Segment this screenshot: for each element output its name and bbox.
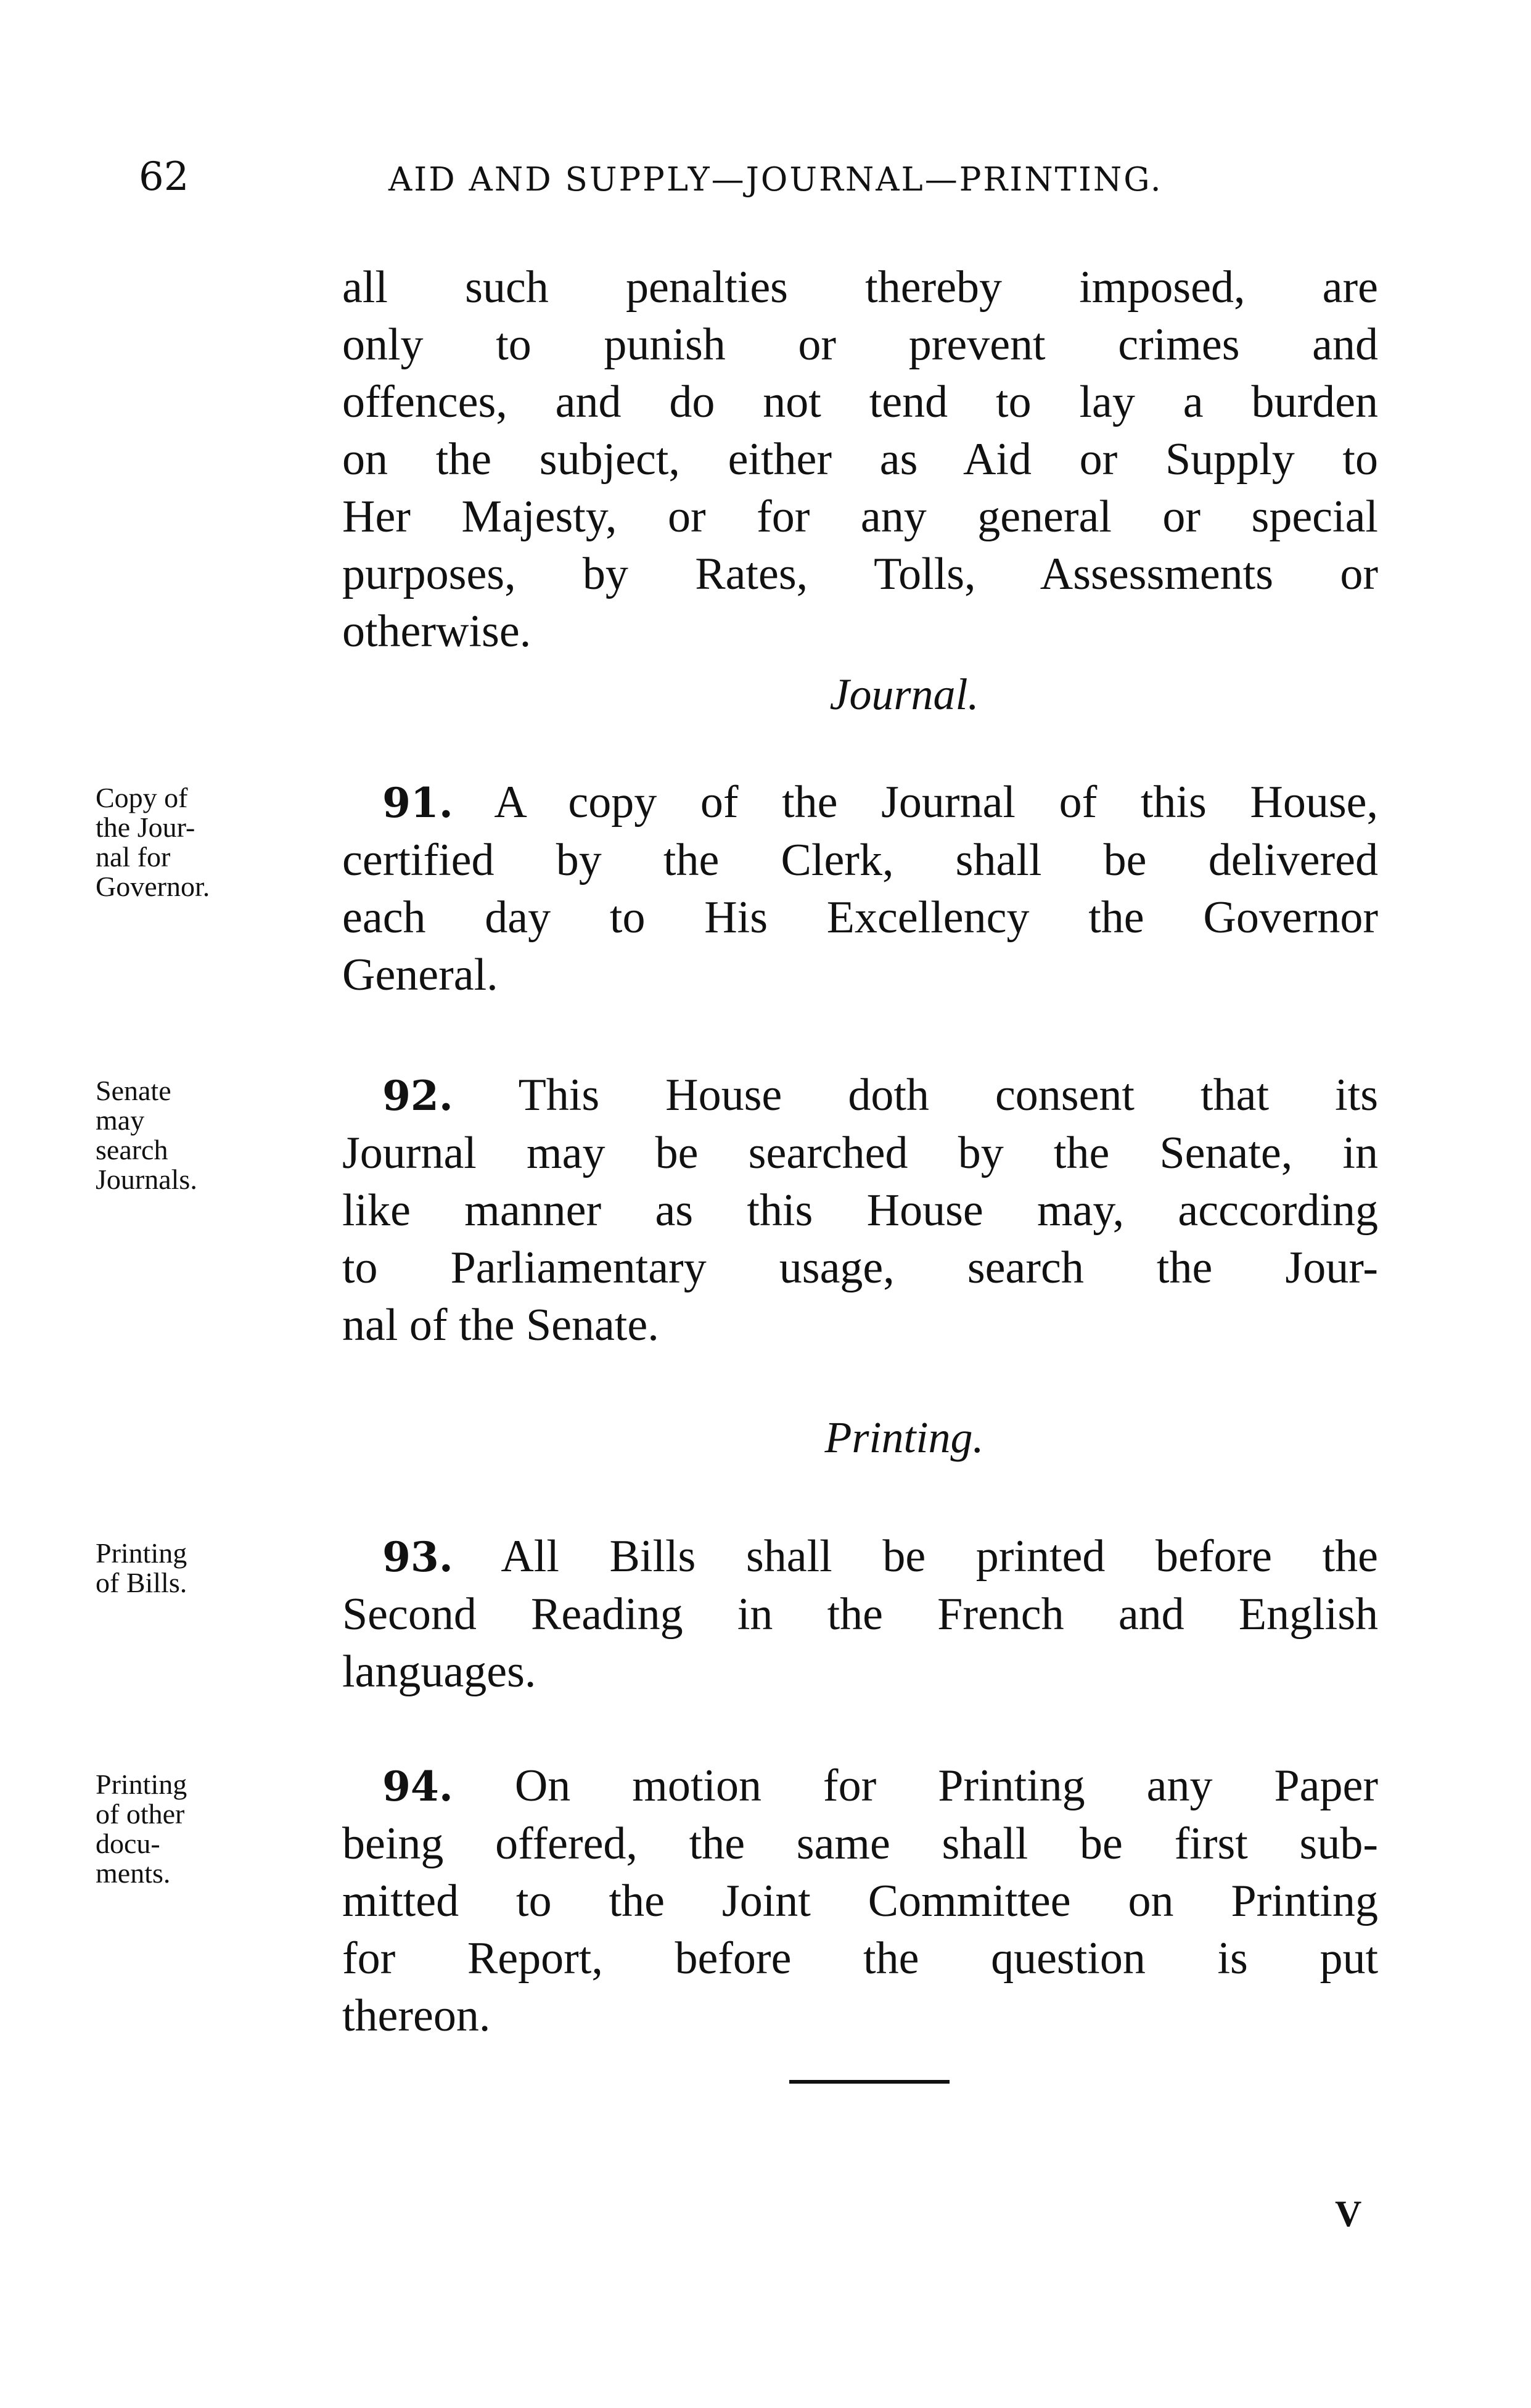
rule-line: nal of the Senate. — [342, 1300, 659, 1350]
margin-note-line: of Bills. — [96, 1567, 187, 1598]
intro-line: only to punish or prevent crimes and — [342, 319, 1378, 370]
intro-line: Her Majesty, or for any general or special — [342, 491, 1378, 542]
margin-note-rule-91 — [96, 783, 330, 902]
rule-number: 91. — [382, 779, 453, 827]
rule-text: This House doth consent that its — [518, 1070, 1378, 1120]
rule-line: thereon. — [342, 1991, 491, 2041]
rule-93 — [342, 1528, 1378, 1701]
rule-91 — [342, 774, 1378, 1004]
margin-note-line: docu- — [96, 1828, 160, 1859]
running-head: AID AND SUPPLY—JOURNAL—PRINTING. — [388, 161, 1163, 199]
page-number: 62 — [139, 154, 189, 200]
rule-text: On motion for Printing any Paper — [514, 1761, 1379, 1811]
intro-line: purposes, by Rates, Tolls, Assessments or — [342, 549, 1378, 599]
rule-text: All Bills shall be printed before the — [501, 1531, 1378, 1582]
rule-text: A copy of the Journal of this House, — [494, 777, 1378, 828]
margin-note-rule-94 — [96, 1770, 330, 1888]
margin-note-line: may — [96, 1104, 145, 1136]
rule-line: certified by the Clerk, shall be delivered — [342, 835, 1378, 886]
rule-first-line — [342, 1528, 1378, 1586]
rule-line: for Report, before the question is put — [342, 1933, 1378, 1984]
margin-note-line: Printing — [96, 1537, 187, 1569]
margin-note-line: of other — [96, 1798, 185, 1830]
rule-92 — [342, 1067, 1378, 1354]
rule-number: 92. — [382, 1072, 453, 1120]
intro-paragraph — [342, 259, 1378, 660]
rule-line: Second Reading in the French and English — [342, 1589, 1378, 1640]
margin-note-line: Copy of — [96, 782, 188, 813]
margin-note-line: search — [96, 1134, 168, 1165]
rule-line: mitted to the Joint Committee on Printing — [342, 1876, 1378, 1926]
intro-line: on the subject, either as Aid or Supply to — [342, 434, 1378, 485]
intro-line: otherwise. — [342, 606, 532, 657]
rule-line: each day to His Excellency the Governor — [342, 892, 1378, 943]
rule-first-line — [342, 774, 1378, 832]
signature-mark: V — [1335, 2193, 1362, 2234]
intro-line: offences, and do not tend to lay a burden — [342, 377, 1378, 427]
margin-note-line: ments. — [96, 1857, 171, 1889]
rule-line: to Parliamentary usage, search the Jour- — [342, 1243, 1378, 1293]
margin-note-line: Journals. — [96, 1164, 197, 1195]
rule-number: 94. — [382, 1762, 453, 1810]
margin-note-line: Governor. — [96, 871, 210, 902]
intro-line: all such penalties thereby imposed, are — [342, 262, 1378, 313]
margin-note-line: the Jour- — [96, 812, 195, 843]
margin-note-line: nal for — [96, 841, 171, 873]
rule-first-line — [342, 1757, 1378, 1815]
rule-line: General. — [342, 950, 498, 1000]
rule-94 — [342, 1757, 1378, 2045]
heading-printing: Printing. — [824, 1413, 984, 1462]
rule-line: Journal may be searched by the Senate, in — [342, 1128, 1378, 1178]
rule-number: 93. — [382, 1533, 453, 1581]
margin-note-line: Printing — [96, 1769, 187, 1800]
rule-line: languages. — [342, 1646, 536, 1697]
rule-line: like manner as this House may, acccording — [342, 1185, 1378, 1236]
end-rule-divider — [789, 2080, 950, 2084]
rule-line: being offered, the same shall be first sub- — [342, 1818, 1378, 1869]
heading-journal: Journal. — [829, 670, 979, 719]
margin-note-line: Senate — [96, 1075, 171, 1106]
rule-first-line — [342, 1067, 1378, 1125]
margin-note-rule-93 — [96, 1539, 330, 1598]
margin-note-rule-92 — [96, 1076, 330, 1194]
